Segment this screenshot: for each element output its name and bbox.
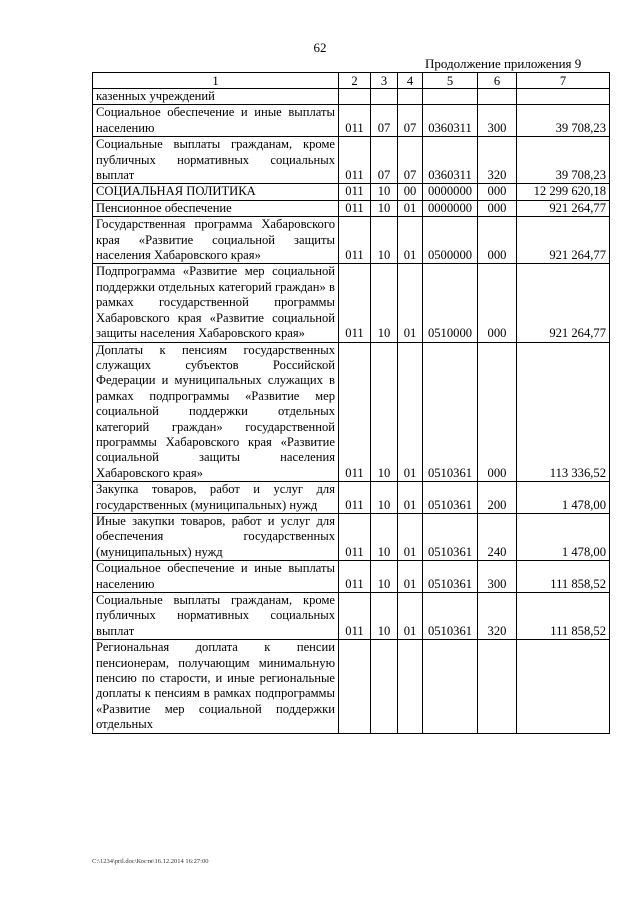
row-name: Подпрограмма «Развитие мер социальной поддержки отдельных категорий граждан» в рамках государственной программы Хабаровского края «Развитие социальной защиты населения Хабаровского края» (93, 264, 339, 342)
row-target-code (423, 640, 478, 733)
row-subsection-code: 07 (398, 105, 423, 137)
row-target-code (423, 89, 478, 105)
row-expense-type-code: 320 (478, 593, 517, 640)
row-admin-code: 011 (339, 342, 371, 482)
table-row (93, 184, 610, 200)
row-name: СОЦИАЛЬНАЯ ПОЛИТИКА (93, 184, 339, 200)
row-amount: 1 478,00 (517, 513, 610, 560)
row-amount: 111 858,52 (517, 561, 610, 593)
row-admin-code: 011 (339, 200, 371, 216)
row-admin-code: 011 (339, 482, 371, 514)
row-name: Региональная доплата к пенсии пенсионерам, получающим минимальную пенсию по старости, и иные региональные доплаты к пенсиям в рамках подпрограммы «Развитие мер социальной поддержки отдельных (93, 640, 339, 733)
table-row (93, 593, 610, 640)
row-amount: 12 299 620,18 (517, 184, 610, 200)
appendix-continuation-label: Продолжение приложения 9 (425, 56, 582, 71)
row-target-code: 0510000 (423, 264, 478, 342)
row-target-code: 0510361 (423, 342, 478, 482)
row-subsection-code: 01 (398, 593, 423, 640)
column-header-2: 2 (339, 73, 371, 89)
row-target-code: 0510361 (423, 482, 478, 514)
column-header-6: 6 (478, 73, 517, 89)
row-target-code: 0360311 (423, 137, 478, 184)
row-admin-code: 011 (339, 593, 371, 640)
row-subsection-code (398, 89, 423, 105)
table-row (93, 342, 610, 482)
row-subsection-code (398, 640, 423, 733)
row-amount: 113 336,52 (517, 342, 610, 482)
row-admin-code: 011 (339, 137, 371, 184)
row-subsection-code: 00 (398, 184, 423, 200)
row-name: Иные закупки товаров, работ и услуг для обеспечения государственных (муниципальных) нужд (93, 513, 339, 560)
table-row (93, 561, 610, 593)
row-subsection-code: 01 (398, 342, 423, 482)
table-row (93, 513, 610, 560)
table-header-row (93, 73, 610, 89)
column-header-5: 5 (423, 73, 478, 89)
row-target-code: 0510361 (423, 593, 478, 640)
column-header-4: 4 (398, 73, 423, 89)
row-admin-code: 011 (339, 264, 371, 342)
row-expense-type-code: 240 (478, 513, 517, 560)
row-expense-type-code (478, 89, 517, 105)
table-row (93, 264, 610, 342)
row-expense-type-code: 000 (478, 184, 517, 200)
column-header-1: 1 (93, 73, 339, 89)
row-admin-code (339, 640, 371, 733)
row-amount (517, 640, 610, 733)
row-subsection-code: 01 (398, 217, 423, 264)
row-section-code: 10 (371, 184, 398, 200)
row-section-code (371, 640, 398, 733)
row-section-code: 10 (371, 342, 398, 482)
row-subsection-code: 01 (398, 264, 423, 342)
row-name: Социальные выплаты гражданам, кроме публичных нормативных социальных выплат (93, 137, 339, 184)
row-expense-type-code: 300 (478, 105, 517, 137)
row-section-code: 10 (371, 593, 398, 640)
row-name: Социальные выплаты гражданам, кроме публичных нормативных социальных выплат (93, 593, 339, 640)
row-admin-code: 011 (339, 561, 371, 593)
row-amount: 111 858,52 (517, 593, 610, 640)
row-name: Социальное обеспечение и иные выплаты населению (93, 105, 339, 137)
row-admin-code: 011 (339, 184, 371, 200)
row-name: Государственная программа Хабаровского края «Развитие социальной защиты населения Хабаровского края» (93, 217, 339, 264)
row-expense-type-code: 000 (478, 217, 517, 264)
row-name: Социальное обеспечение и иные выплаты населению (93, 561, 339, 593)
row-subsection-code: 01 (398, 482, 423, 514)
table-row (93, 89, 610, 105)
row-amount: 921 264,77 (517, 200, 610, 216)
row-expense-type-code: 000 (478, 200, 517, 216)
row-amount: 39 708,23 (517, 137, 610, 184)
row-name: Закупка товаров, работ и услуг для государственных (муниципальных) нужд (93, 482, 339, 514)
table-row (93, 217, 610, 264)
page-number: 62 (313, 40, 327, 55)
row-target-code: 0510361 (423, 561, 478, 593)
row-admin-code: 011 (339, 217, 371, 264)
row-section-code: 07 (371, 137, 398, 184)
row-amount (517, 89, 610, 105)
row-name: Доплаты к пенсиям государственных служащих субъектов Российской Федерации и муниципальных служащих в рамках подпрограммы «Развитие мер социальной поддержки отдельных категорий граждан» государственной программы Хабаровского края «Развитие социальной защиты населения Хабаровского края» (93, 342, 339, 482)
row-expense-type-code: 200 (478, 482, 517, 514)
row-target-code: 0360311 (423, 105, 478, 137)
table-row (93, 105, 610, 137)
table-row (93, 200, 610, 216)
row-amount: 921 264,77 (517, 217, 610, 264)
row-section-code: 10 (371, 561, 398, 593)
row-expense-type-code: 320 (478, 137, 517, 184)
row-target-code: 0000000 (423, 184, 478, 200)
column-header-7: 7 (517, 73, 610, 89)
row-name: казенных учреждений (93, 89, 339, 105)
table-row (93, 137, 610, 184)
row-amount: 921 264,77 (517, 264, 610, 342)
row-section-code: 10 (371, 264, 398, 342)
row-subsection-code: 01 (398, 200, 423, 216)
row-name: Пенсионное обеспечение (93, 200, 339, 216)
table-row (93, 482, 610, 514)
row-expense-type-code: 000 (478, 342, 517, 482)
row-expense-type-code (478, 640, 517, 733)
row-expense-type-code: 000 (478, 264, 517, 342)
row-section-code (371, 89, 398, 105)
row-target-code: 0000000 (423, 200, 478, 216)
row-target-code: 0510361 (423, 513, 478, 560)
row-admin-code: 011 (339, 105, 371, 137)
row-amount: 39 708,23 (517, 105, 610, 137)
row-amount: 1 478,00 (517, 482, 610, 514)
table-row (93, 640, 610, 733)
file-path-footer: C:\1234\pril.doc\Костя\16.12.2014 16:27:00 (92, 858, 209, 865)
row-section-code: 10 (371, 217, 398, 264)
budget-table (92, 72, 610, 734)
row-expense-type-code: 300 (478, 561, 517, 593)
column-header-3: 3 (371, 73, 398, 89)
row-admin-code: 011 (339, 513, 371, 560)
row-subsection-code: 01 (398, 561, 423, 593)
row-section-code: 10 (371, 513, 398, 560)
row-subsection-code: 01 (398, 513, 423, 560)
row-admin-code (339, 89, 371, 105)
row-section-code: 10 (371, 482, 398, 514)
row-target-code: 0500000 (423, 217, 478, 264)
row-section-code: 10 (371, 200, 398, 216)
row-subsection-code: 07 (398, 137, 423, 184)
row-section-code: 07 (371, 105, 398, 137)
